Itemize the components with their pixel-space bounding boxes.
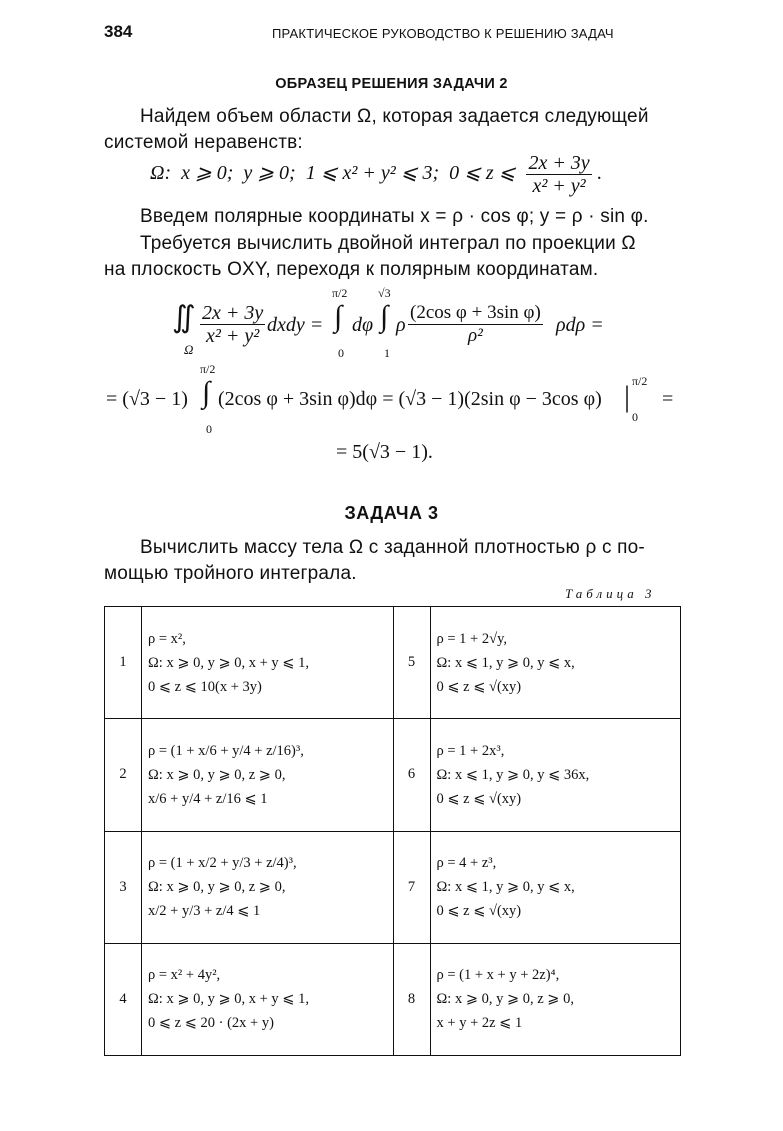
variant-cell: [142, 831, 393, 943]
rho-factor: ρ: [396, 314, 406, 336]
cell-line: x + y + 2z ⩽ 1: [436, 1015, 523, 1032]
variant-number: 3: [105, 831, 142, 943]
task-text-line-2: мощью тройного интеграла.: [104, 563, 357, 584]
table-row: [105, 719, 681, 831]
polar-coordinates-line: Введем полярные координаты x = ρ · cos φ; y = ρ · sin φ.: [140, 206, 649, 227]
system-fraction-den: x² + y²: [532, 175, 586, 197]
equation-double-integral: [172, 286, 632, 362]
rho-lower-limit: 1: [384, 346, 390, 360]
task-title: ЗАДАЧА 3: [344, 503, 439, 523]
variant-number: 5: [393, 607, 430, 719]
cell-line: Ω: x ⩾ 0, y ⩾ 0, x + y ⩽ 1,: [148, 654, 309, 671]
cell-line: x/2 + y/3 + z/4 ⩽ 1: [148, 903, 261, 920]
double-integral-sign: ∬: [172, 301, 196, 334]
variant-cell: [142, 719, 393, 831]
equation-result: = 5(√3 − 1).: [336, 441, 433, 463]
table-row: [105, 831, 681, 943]
cell-line: ρ = 4 + z³,: [436, 855, 497, 872]
polar-fraction: [408, 302, 543, 347]
cell-line: 0 ⩽ z ⩽ 20 · (2x + y): [148, 1015, 274, 1032]
cell-line: ρ = x² + 4y²,: [148, 967, 221, 984]
variant-cell: [430, 831, 680, 943]
eq2-upper-limit: π/2: [200, 362, 216, 376]
rho-drho: ρdρ =: [556, 314, 604, 336]
variant-cell: [430, 607, 680, 719]
integrand-den: x² + y²: [206, 325, 260, 347]
cell-line: 0 ⩽ z ⩽ √(xy): [436, 678, 522, 695]
variant-number: 7: [393, 831, 430, 943]
cell-line: ρ = 1 + 2x³,: [436, 742, 505, 759]
cell-line: x/6 + y/4 + z/16 ⩽ 1: [148, 790, 268, 807]
cell-line: ρ = (1 + x/2 + y/3 + z/4)³,: [148, 855, 297, 872]
cell-line: 0 ⩽ z ⩽ √(xy): [436, 790, 522, 807]
cell-line: ρ = 1 + 2√y,: [436, 630, 507, 647]
table-row: [105, 943, 681, 1055]
cell-line: Ω: x ⩽ 1, y ⩾ 0, y ⩽ x,: [436, 879, 575, 896]
rho-upper-limit: √3: [378, 286, 391, 300]
requirement-line-2: на плоскость OXY, переходя к полярным координатам.: [104, 259, 599, 280]
inequality-system: [150, 152, 602, 197]
polar-fraction-den: ρ²: [467, 325, 483, 346]
eq2-lead: = (√3 − 1): [106, 388, 188, 410]
cell-line: ρ = (1 + x + y + 2z)⁴,: [436, 967, 560, 984]
integrand-num: 2x + 3y: [202, 302, 264, 324]
requirement-line-1: Требуется вычислить двойной интеграл по проекции Ω: [140, 233, 636, 254]
cell-line: Ω: x ⩾ 0, y ⩾ 0, z ⩾ 0,: [148, 766, 286, 783]
task-text-line-1: Вычислить массу тела Ω с заданной плотностью ρ с по-: [140, 537, 645, 558]
system-prefix: Ω: x ⩾ 0; y ⩾ 0; 1 ⩽ x² + y² ⩽ 3; 0 ⩽ z ⩽: [150, 162, 516, 185]
eq2-lower-limit: 0: [206, 422, 212, 436]
integrand-fraction: [200, 302, 265, 347]
variant-cell: [430, 943, 680, 1055]
running-title: ПРАКТИЧЕСКОЕ РУКОВОДСТВО К РЕШЕНИЮ ЗАДАЧ: [272, 26, 614, 41]
phi-lower-limit: 0: [338, 346, 344, 360]
intro-line-1: Найдем объем области Ω, которая задается следующей: [140, 106, 649, 127]
variants-table: [104, 606, 681, 1056]
sample-solution-title: ОБРАЗЕЦ РЕШЕНИЯ ЗАДАЧИ 2: [275, 76, 508, 92]
eval-bar: |: [624, 380, 631, 413]
integral-domain-omega: Ω: [184, 342, 194, 357]
cell-line: Ω: x ⩾ 0, y ⩾ 0, z ⩾ 0,: [148, 879, 286, 896]
system-fraction: [526, 152, 591, 197]
phi-upper-limit: π/2: [332, 286, 348, 300]
eval-lower: 0: [632, 410, 638, 424]
variant-number: 4: [105, 943, 142, 1055]
variant-cell: [430, 719, 680, 831]
eq2-integral-sign: ∫: [202, 376, 211, 409]
page-number: 384: [104, 22, 133, 41]
variant-number: 8: [393, 943, 430, 1055]
cell-line: Ω: x ⩽ 1, y ⩾ 0, y ⩽ x,: [436, 654, 575, 671]
cell-line: 0 ⩽ z ⩽ √(xy): [436, 903, 522, 920]
intro-line-2: системой неравенств:: [104, 132, 303, 153]
table-caption: Таблица 3: [565, 586, 656, 601]
cell-line: Ω: x ⩾ 0, y ⩾ 0, x + y ⩽ 1,: [148, 991, 309, 1008]
system-end: .: [596, 162, 602, 185]
eq2-tail: =: [662, 388, 674, 410]
variant-cell: [142, 607, 393, 719]
eq2-body: (2cos φ + 3sin φ)dφ = (√3 − 1)(2sin φ − 3cos φ): [218, 388, 602, 410]
phi-integral-sign: ∫: [334, 300, 343, 333]
rho-integral-sign: ∫: [380, 300, 389, 333]
variant-number: 6: [393, 719, 430, 831]
dxdy: dxdy =: [267, 314, 324, 336]
eval-upper: π/2: [632, 374, 648, 388]
cell-line: ρ = x²,: [148, 630, 186, 647]
cell-line: ρ = (1 + x/6 + y/4 + z/16)³,: [148, 742, 304, 759]
cell-line: 0 ⩽ z ⩽ 10(x + 3y): [148, 678, 262, 695]
variant-number: 2: [105, 719, 142, 831]
dphi: dφ: [352, 314, 374, 336]
cell-line: Ω: x ⩽ 1, y ⩾ 0, y ⩽ 36x,: [436, 766, 590, 783]
variant-cell: [142, 943, 393, 1055]
system-fraction-num: 2x + 3y: [528, 152, 590, 174]
cell-line: Ω: x ⩾ 0, y ⩾ 0, z ⩾ 0,: [436, 991, 574, 1008]
table-row: [105, 607, 681, 719]
variant-number: 1: [105, 607, 142, 719]
equation-evaluation: [106, 362, 686, 436]
polar-fraction-num: (2cos φ + 3sin φ): [410, 302, 541, 323]
